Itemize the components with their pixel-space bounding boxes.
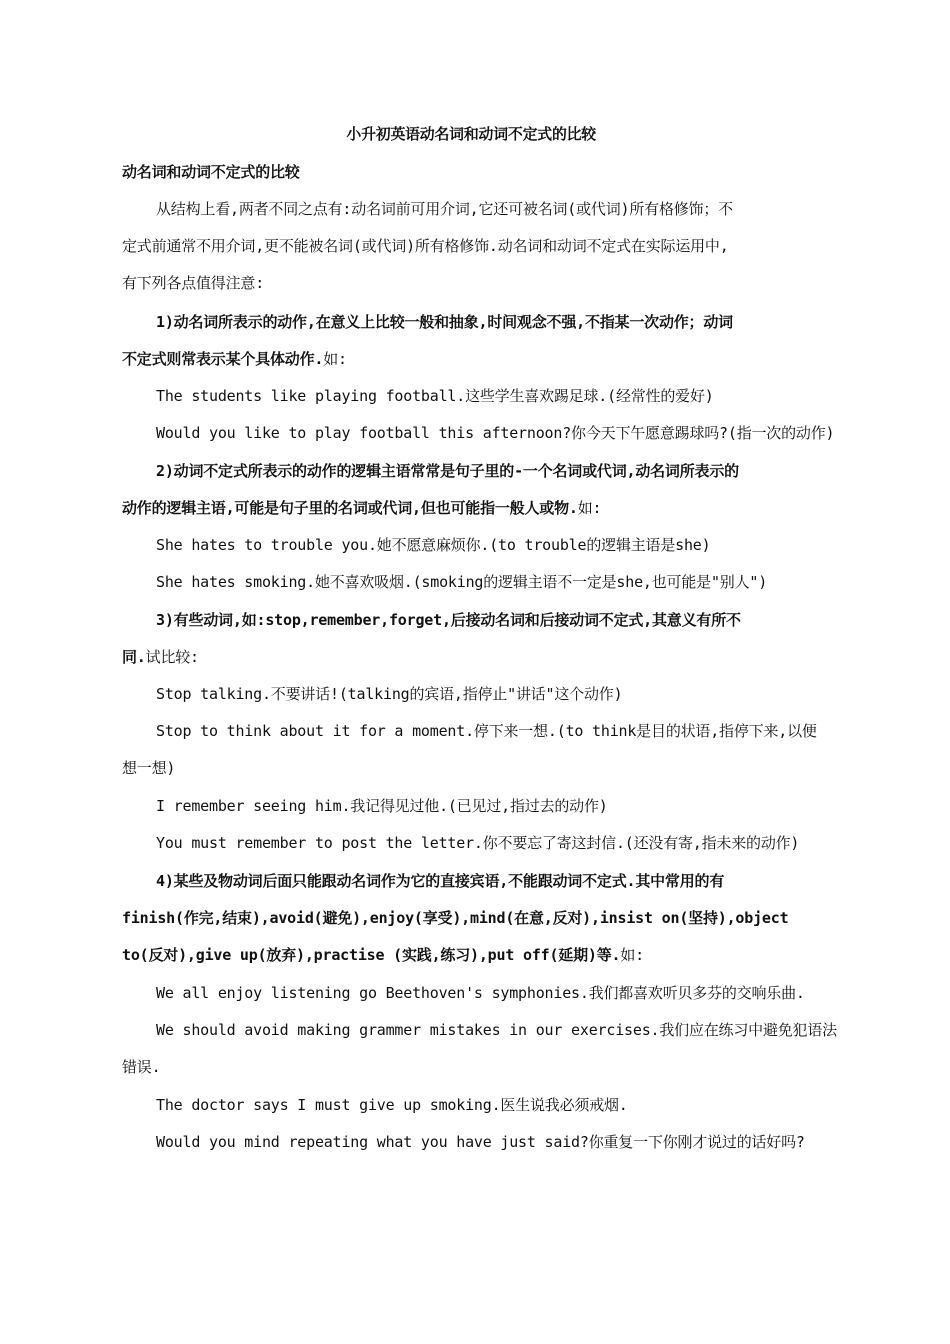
point-3-heading-cont [122, 647, 199, 667]
point-4-tail: 如: [620, 946, 645, 964]
intro-line: 从结构上看,两者不同之点有:动名词前可用介词,它还可被名词(或代词)所有格修饰；不 [156, 200, 733, 218]
example-sentence: We should avoid making grammer mistakes in our exercises.我们应在练习中避免犯语法 [156, 1021, 837, 1039]
point-4-bold: to(反对),give up(放弃),practise (实践,练习),put off(延期)等. [122, 946, 621, 964]
example-sentence: She hates smoking.她不喜欢吸烟.(smoking的逻辑主语不一定是she,也可能是"别人") [156, 573, 768, 591]
example-sentence: Stop talking.不要讲话!(talking的宾语,指停止"讲话"这个动作) [156, 685, 623, 703]
example-sentence: I remember seeing him.我记得见过他.(已见过,指过去的动作) [156, 797, 608, 815]
example-sentence: Would you like to play football this afternoon?你今天下午愿意踢球吗?(指一次的动作) [156, 424, 835, 442]
point-2-tail: 如: [577, 499, 602, 517]
example-sentence: We all enjoy listening go Beethoven's symphonies.我们都喜欢听贝多芬的交响乐曲. [156, 984, 805, 1002]
example-sentence: 错误. [122, 1058, 161, 1076]
point-4-heading: 4)某些及物动词后面只能跟动名词作为它的直接宾语,不能跟动词不定式.其中常用的有 [156, 872, 725, 890]
point-2-bold: 动作的逻辑主语,可能是句子里的名词或代词,但也可能指一般人或物. [122, 499, 578, 517]
intro-line: 有下列各点值得注意: [122, 274, 265, 292]
example-sentence: She hates to trouble you.她不愿意麻烦你.(to trouble的逻辑主语是she) [156, 536, 711, 554]
point-3-heading: 3)有些动词,如:stop,remember,forget,后接动名词和后接动词不定式,其意义有所不 [156, 611, 741, 629]
document-title: 小升初英语动名词和动词不定式的比较 [346, 125, 596, 143]
point-1-bold: 不定式则常表示某个具体动作. [122, 350, 324, 368]
point-4-heading-cont [122, 945, 644, 965]
point-1-heading: 1)动名词所表示的动作,在意义上比较一般和抽象,时间观念不强,不指某一次动作；动词 [156, 313, 733, 331]
section-heading: 动名词和动词不定式的比较 [122, 163, 300, 181]
example-sentence: You must remember to post the letter.你不要忘了寄这封信.(还没有寄,指未来的动作) [156, 834, 800, 852]
point-3-tail: 试比较: [145, 648, 199, 666]
point-3-bold: 同. [122, 648, 146, 666]
point-4-heading-cont: finish(作完,结束),avoid(避免),enjoy(享受),mind(在意,反对),insist on(坚持),object [122, 909, 789, 927]
point-1-tail: 如: [323, 350, 347, 368]
intro-line: 定式前通常不用介词,更不能被名词(或代词)所有格修饰.动名词和动词不定式在实际运用中, [122, 237, 729, 255]
example-sentence: Would you mind repeating what you have just said?你重复一下你刚才说过的话好吗? [156, 1133, 805, 1151]
point-2-heading: 2)动词不定式所表示的动作的逻辑主语常常是句子里的-一个名词或代词,动名词所表示的 [156, 462, 739, 480]
example-sentence: The students like playing football.这些学生喜欢踢足球.(经常性的爱好) [156, 387, 714, 405]
example-sentence: 想一想) [122, 759, 176, 777]
example-sentence: Stop to think about it for a moment.停下来一想.(to think是目的状语,指停下来,以便 [156, 722, 817, 740]
point-1-heading-cont [122, 349, 347, 369]
point-2-heading-cont [122, 498, 601, 518]
example-sentence: The doctor says I must give up smoking.医生说我必须戒烟. [156, 1096, 628, 1114]
